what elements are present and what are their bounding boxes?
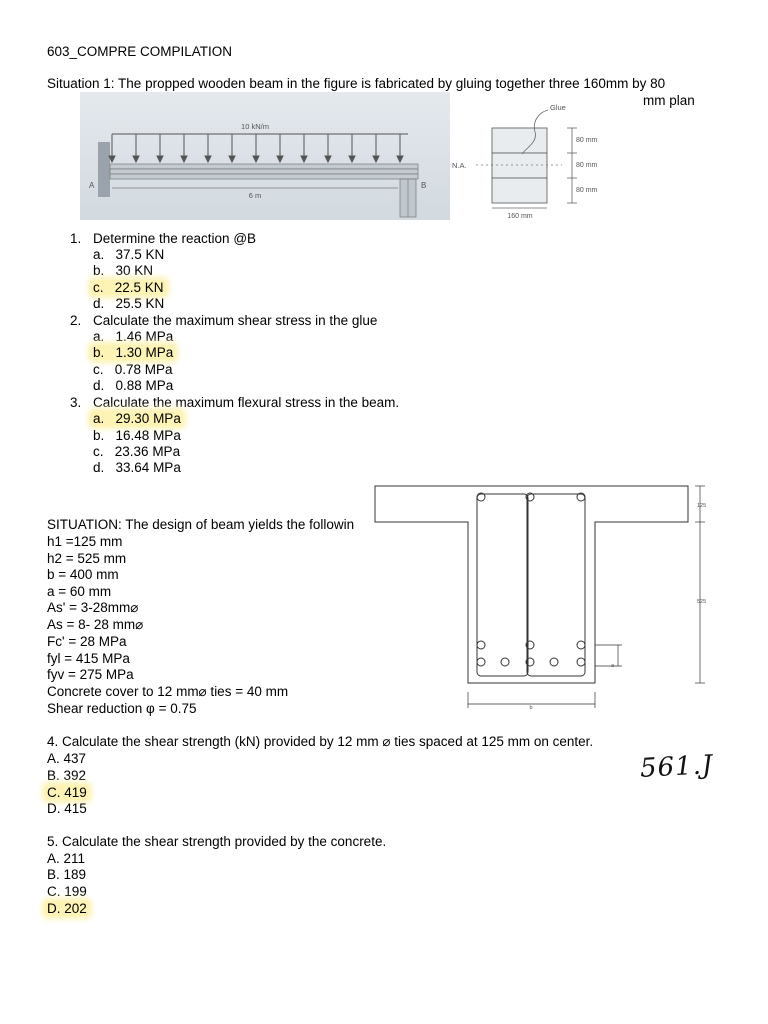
- choice-letter: d.: [93, 296, 105, 311]
- choice-text: 22.5 KN: [114, 280, 164, 295]
- q3-text: Calculate the maximum flexural stress in the beam.: [93, 395, 400, 410]
- choice-text: 0.88 MPa: [115, 378, 174, 393]
- choice-text: 29.30 MPa: [115, 411, 181, 426]
- param-fyv: fyv = 275 MPa: [47, 667, 134, 682]
- choice-letter: c.: [93, 280, 104, 295]
- q4-choice-b: B. 392: [47, 768, 87, 783]
- choice-letter: a.: [93, 329, 105, 344]
- param-fyl: fyl = 415 MPa: [47, 651, 130, 666]
- choice-letter: c.: [93, 362, 104, 377]
- situation1-line1: Situation 1: The propped wooden beam in the figure is fabricated by gluing together three 160mm by 80: [47, 76, 666, 91]
- t-beam-figure: [370, 480, 720, 715]
- q3-number: 3.: [70, 395, 82, 410]
- param-phi: Shear reduction φ = 0.75: [47, 701, 197, 716]
- q3-choice-d: [93, 460, 181, 476]
- q1-choice-b: [93, 263, 153, 279]
- q1-number: 1.: [70, 231, 82, 246]
- b-dim-label: b: [529, 705, 533, 711]
- q3-choice-b: [93, 428, 181, 444]
- highlighted-answer: [91, 280, 166, 295]
- q2-number: 2.: [70, 313, 82, 328]
- layer3-height-label: 80 mm: [576, 187, 598, 194]
- page-title: 603_COMPRE COMPILATION: [47, 44, 233, 59]
- q2-choice-a: [93, 329, 173, 345]
- situation1-line2: mm plan: [643, 93, 695, 108]
- choice-letter: d.: [93, 378, 105, 393]
- param-h1: h1 =125 mm: [47, 534, 123, 549]
- param-fc: Fc' = 28 MPa: [47, 634, 127, 649]
- situation2-intro: SITUATION: The design of beam yields the followin: [47, 517, 355, 532]
- choice-text: 1.46 MPa: [115, 329, 174, 344]
- param-h2: h2 = 525 mm: [47, 551, 127, 566]
- h2-dim-label: 525: [697, 599, 707, 605]
- highlighted-answer: [91, 411, 183, 426]
- q3-choice-c: [93, 444, 180, 460]
- q5-choice-b: B. 189: [47, 867, 87, 882]
- choice-letter: a.: [93, 247, 105, 262]
- q3-choice-a: [93, 411, 183, 427]
- choice-text: 1.30 MPa: [115, 345, 174, 360]
- q4-choice-a: A. 437: [47, 751, 87, 766]
- choice-text: 25.5 KN: [115, 296, 165, 311]
- param-as-prime: As' = 3-28mm⌀: [47, 600, 139, 615]
- glue-label: Glue: [550, 103, 566, 112]
- q2-choice-d: [93, 378, 173, 394]
- q1-text: Determine the reaction @B: [93, 231, 257, 246]
- choice-text: 23.36 MPa: [114, 444, 181, 459]
- q5-text: 5. Calculate the shear strength provided by the concrete.: [47, 834, 387, 849]
- choice-letter: a.: [93, 411, 105, 426]
- q4-choice-c: C. 419: [47, 785, 87, 800]
- propped-beam-figure: [80, 92, 450, 220]
- q5-choice-c: C. 199: [47, 884, 87, 899]
- cross-section-figure: [450, 98, 610, 222]
- q4-choice-d: D. 415: [47, 801, 87, 816]
- choice-letter: d.: [93, 460, 105, 475]
- layer1-height-label: 80 mm: [576, 137, 598, 144]
- choice-text: 0.78 MPa: [114, 362, 173, 377]
- q1-choice-a: [93, 247, 164, 263]
- layer2-height-label: 80 mm: [576, 162, 598, 169]
- section-width-label: 160 mm: [507, 213, 533, 220]
- h1-dim-label: 125: [697, 503, 707, 509]
- choice-letter: b.: [93, 263, 105, 278]
- q2-choice-c: [93, 362, 173, 378]
- load-label: 10 kN/m: [241, 122, 269, 131]
- param-b: b = 400 mm: [47, 567, 119, 582]
- na-label: N.A.: [452, 161, 467, 170]
- choice-text: 16.48 MPa: [115, 428, 181, 443]
- q5-choice-d: D. 202: [47, 901, 87, 916]
- param-a: a = 60 mm: [47, 584, 112, 599]
- q5-choice-a: A. 211: [47, 851, 86, 866]
- choice-text: 30 KN: [115, 263, 154, 278]
- choice-text: 33.64 MPa: [115, 460, 181, 475]
- support-b-label: B: [421, 181, 427, 190]
- param-as: As = 8- 28 mm⌀: [47, 617, 144, 632]
- choice-letter: b.: [93, 428, 105, 443]
- support-a-label: A: [89, 181, 95, 190]
- q1-choice-d: [93, 296, 164, 312]
- highlighted-answer: [91, 345, 175, 360]
- span-label: 6 m: [248, 191, 262, 200]
- q2-text: Calculate the maximum shear stress in the glue: [93, 313, 378, 328]
- choice-letter: b.: [93, 345, 105, 360]
- param-cover: Concrete cover to 12 mm⌀ ties = 40 mm: [47, 684, 289, 699]
- choice-text: 37.5 KN: [115, 247, 165, 262]
- a-dim-label: a: [611, 663, 615, 669]
- q1-choice-c: [93, 280, 166, 296]
- handwritten-note: 561.J: [639, 750, 715, 784]
- q4-text: 4. Calculate the shear strength (kN) provided by 12 mm ⌀ ties spaced at 125 mm on center.: [47, 734, 594, 749]
- q2-choice-b: [93, 345, 175, 361]
- choice-letter: c.: [93, 444, 104, 459]
